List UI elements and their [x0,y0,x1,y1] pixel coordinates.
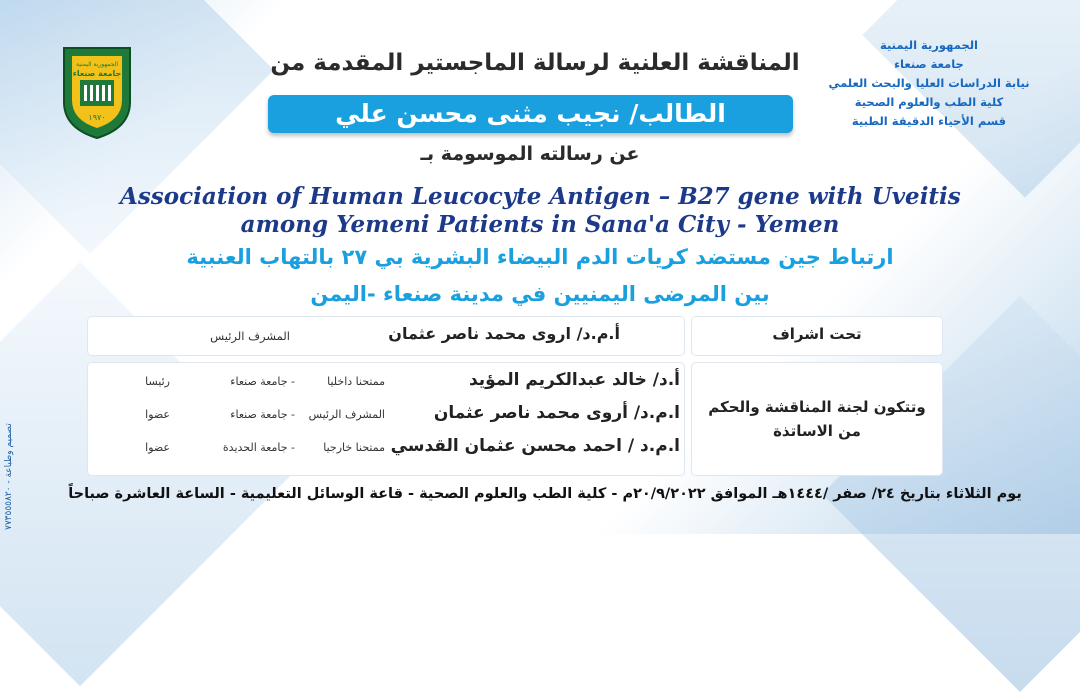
committee-label-line: وتتكون لجنة المناقشة والحكم [708,398,926,416]
member-role: ممتحنا داخليا [327,375,385,388]
member-position: عضوا [145,408,170,421]
member-university: - جامعة صنعاء [230,375,295,388]
thesis-intro: عن رسالته الموسومة بـ [420,143,640,165]
committee-member-row [95,434,680,468]
member-name: ا.م.د / احمد محسن عثمان القدسي [390,436,680,456]
member-name: أ.د/ خالد عبدالكريم المؤيد [468,370,680,390]
supervisor-role: المشرف الرئيس [210,329,290,343]
institution-line: قسم الأحياء الدقيقة الطبية [851,114,1007,128]
member-role: المشرف الرئيس [308,408,385,421]
institution-line: جامعة صنعاء [894,57,964,71]
committee-member-row [95,368,680,402]
committee-label-box [692,363,942,475]
member-name: ا.م.د/ أروى محمد ناصر عثمان [433,403,680,423]
logo-name: جامعة صنعاء [72,69,122,78]
institution-header [814,36,1044,131]
committee-member-row [95,401,680,435]
supervision-label-box [692,317,942,355]
logo-year: ١٩٧٠ [88,113,106,122]
supervisor-name: أ.م.د/ اروى محمد ناصر عثمان [388,324,620,343]
university-logo [60,40,134,140]
supervision-label: تحت اشراف [772,325,862,343]
institution-line: نيابة الدراسات العليا والبحث العلمي [828,76,1030,90]
thesis-english-title: among Yemeni Patients in Sana'a City - Yemen [240,211,840,238]
announcement-title: المناقشة العلنية لرسالة الماجستير المقدمة من [270,50,800,76]
institution-line: الجمهورية اليمنية [879,38,978,52]
institution-line: كلية الطب والعلوم الصحية [854,95,1004,109]
thesis-arabic-title: بين المرضى اليمنيين في مدينة صنعاء -اليمن [310,282,770,306]
member-role: ممتحنا خارجيا [323,441,385,454]
date-venue-line: يوم الثلاثاء بتاريخ ٢٤/ صفر /١٤٤٤هـ الموافق ٢٠/٩/٢٠٢٢م - كلية الطب والعلوم الصحية - قاعة الوسائل التعليمية - الساعة العاشرة صباحاً [68,486,1022,502]
member-university: - جامعة الحديدة [222,441,295,454]
student-name: الطالب/ نجيب مثنى محسن علي [335,99,726,128]
member-position: عضوا [145,441,170,454]
member-position: رئيسا [145,375,170,388]
printer-credit: تصميم وطباعة - ٧٧٣٥٥٥٨٢٠ [4,423,14,530]
logo-top-text: الجمهورية اليمنية [75,61,119,68]
member-university: - جامعة صنعاء [230,408,295,421]
thesis-english-title: Association of Human Leucocyte Antigen – B27 gene with Uveitis [120,183,961,210]
committee-label-line: من الاساتذة [773,422,861,440]
student-banner [268,95,793,133]
thesis-arabic-title: ارتباط جين مستضد كريات الدم البيضاء البشرية بي ٢٧ بالتهاب العنبية [186,245,894,269]
committee-label [692,395,942,443]
